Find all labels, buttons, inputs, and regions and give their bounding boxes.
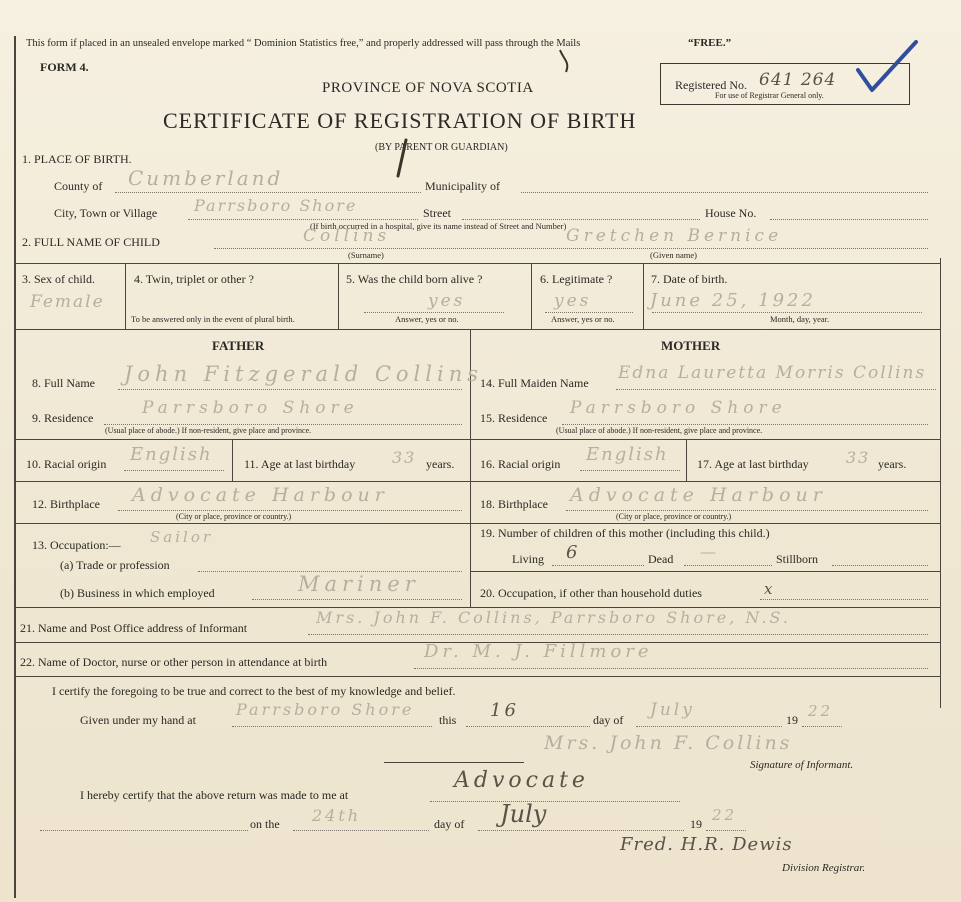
registrar-place-line (430, 801, 680, 802)
row-divider (14, 523, 470, 524)
doctor-value: Dr. M. J. Fillmore (424, 641, 653, 662)
row-divider (14, 439, 470, 440)
dob-caption: Month, day, year. (770, 314, 830, 324)
father-residence-line (104, 424, 462, 425)
father-racial-label: 10. Racial origin (26, 457, 107, 471)
county-label: County of (54, 179, 103, 193)
divider-rule (384, 762, 524, 763)
left-border (14, 36, 16, 898)
children-count-label: 19. Number of children of this mother (including this child.) (480, 526, 770, 540)
twin-label: 4. Twin, triplet or other ? (134, 272, 254, 286)
mother-birthplace-line (566, 510, 928, 511)
registered-value: 641 264 (759, 70, 837, 90)
father-heading: FATHER (212, 338, 265, 353)
registrar-signature: Fred. H.R. Dewis (620, 834, 793, 855)
mother-occupation-label: 20. Occupation, if other than household duties (480, 586, 702, 600)
province: PROVINCE OF NOVA SCOTIA (322, 80, 534, 96)
place-of-birth-heading: 1. PLACE OF BIRTH. (22, 152, 132, 166)
registrar-place-value: Advocate (454, 768, 589, 793)
father-age-value: 33 (392, 448, 417, 467)
row-divider (470, 523, 940, 524)
sex-value: Female (30, 292, 105, 312)
this-label: this (439, 713, 457, 727)
dead-line (684, 565, 772, 566)
father-birthplace-line (118, 510, 462, 511)
father-name-line (118, 389, 462, 390)
father-residence-note: (Usual place of abode.) If non-resident, give place and province. (105, 426, 312, 435)
living-label: Living (512, 552, 544, 566)
municipality-label: Municipality of (425, 179, 500, 193)
mother-name-label: 14. Full Maiden Name (480, 376, 589, 390)
sex-label: 3. Sex of child. (22, 272, 95, 286)
mother-racial-label: 16. Racial origin (480, 457, 561, 471)
father-birthplace-label: 12. Birthplace (32, 497, 100, 511)
registrar-statement: I hereby certify that the above return was made to me at (80, 788, 349, 802)
father-name-value: John Fitzgerald Collins (124, 362, 484, 386)
mother-occupation-value: x (764, 580, 773, 598)
informant-signature: Mrs. John F. Collins (544, 732, 793, 754)
father-racial-line (124, 470, 224, 471)
child-name-label: 2. FULL NAME OF CHILD (22, 235, 160, 249)
registrar-month-value: July (500, 800, 547, 828)
registrar-year-suffix: 22 (712, 806, 738, 824)
father-name-label: 8. Full Name (32, 376, 95, 390)
dead-value: — (700, 542, 719, 561)
dob-value: June 25, 1922 (650, 290, 816, 311)
hospital-note: (If birth occurred in a hospital, give its name instead of Street and Number) (310, 221, 567, 231)
mother-age-value: 33 (846, 448, 871, 467)
father-age-unit: years. (426, 457, 455, 471)
dead-label: Dead (648, 552, 674, 566)
registrar-note: For use of Registrar General only. (715, 91, 824, 100)
dob-label: 7. Date of birth. (651, 272, 728, 286)
row-divider (470, 439, 940, 440)
informant-value: Mrs. John F. Collins, Parrsboro Shore, N.S. (316, 608, 791, 627)
col-divider (338, 263, 339, 329)
father-birthplace-value: Advocate Harbour (132, 484, 389, 506)
registrar-day-line (293, 830, 429, 831)
father-residence-value: Parrsboro Shore (142, 398, 359, 418)
year-prefix: 19 (786, 713, 798, 727)
mother-birthplace-note: (City or place, province or country.) (616, 512, 732, 521)
mother-birthplace-value: Advocate Harbour (570, 484, 827, 506)
mother-residence-line (562, 424, 928, 425)
col-divider (686, 439, 687, 481)
house-label: House No. (705, 206, 757, 220)
father-birthplace-note: (City or place, province or country.) (176, 512, 292, 521)
alive-caption: Answer, yes or no. (395, 314, 459, 324)
father-racial-value: English (130, 444, 213, 465)
surname-caption: (Surname) (348, 250, 384, 260)
pencil-mark-icon (556, 46, 576, 76)
registrar-lead-line (40, 830, 248, 831)
doctor-label: 22. Name of Doctor, nurse or other person in attendance at birth (20, 655, 328, 669)
living-line (552, 565, 644, 566)
postal-free: “FREE.” (688, 37, 732, 49)
alive-label: 5. Was the child born alive ? (346, 272, 483, 286)
stillborn-line (832, 565, 928, 566)
certify-statement: I certify the foregoing to be true and correct to the best of my knowledge and belief. (52, 684, 456, 698)
col-divider (643, 263, 644, 329)
row-divider (470, 571, 940, 572)
city-label: City, Town or Village (54, 206, 158, 220)
row-divider (14, 676, 940, 677)
alive-value: yes (428, 291, 466, 311)
row-divider (14, 329, 940, 330)
legit-value: yes (554, 291, 592, 311)
county-value: Cumberland (128, 166, 284, 190)
col-divider (125, 263, 126, 329)
mother-age-label: 17. Age at last birthday (697, 457, 809, 471)
legit-line (545, 312, 633, 313)
day-line (466, 726, 590, 727)
doctor-line (414, 668, 928, 669)
child-surname-value: Collins (303, 226, 391, 246)
mother-occupation-line (760, 599, 928, 600)
city-line (188, 219, 418, 220)
right-border (940, 258, 941, 708)
father-age-label: 11. Age at last birthday (244, 457, 356, 471)
living-value: 6 (566, 542, 581, 563)
twin-note: To be answered only in the event of plural birth. (131, 314, 295, 324)
registrar-year-line (706, 830, 746, 831)
given-place-value: Parrsboro Shore (236, 700, 415, 719)
blue-checkmark-icon (852, 36, 924, 100)
day-of-label: day of (593, 713, 624, 727)
given-caption: (Given name) (650, 250, 697, 260)
business-label: (b) Business in which employed (60, 586, 215, 600)
ink-mark-icon (392, 136, 412, 180)
mother-name-line (616, 389, 936, 390)
registrar-year-prefix: 19 (690, 817, 702, 831)
father-occupation-value: Sailor (150, 528, 214, 546)
dob-line (652, 312, 922, 313)
year-suffix: 22 (808, 702, 834, 720)
mother-name-value: Edna Lauretta Morris Collins (618, 363, 927, 383)
year-line (802, 726, 842, 727)
informant-label: 21. Name and Post Office address of Informant (20, 621, 248, 635)
mother-age-unit: years. (878, 457, 907, 471)
child-name-line (214, 248, 928, 249)
mother-racial-value: English (586, 444, 669, 465)
given-label: Given under my hand at (80, 713, 196, 727)
legit-label: 6. Legitimate ? (540, 272, 613, 286)
mother-residence-label: 15. Residence (480, 411, 548, 425)
signature-caption: Signature of Informant. (750, 759, 854, 771)
street-line (462, 219, 700, 220)
row-divider (14, 481, 470, 482)
col-divider (531, 263, 532, 329)
postal-note: This form if placed in an unsealed envelope marked “ Dominion Statistics free,” and properly addressed will pass through the Mails (26, 38, 581, 49)
registrar-month-line (478, 830, 684, 831)
informant-line (308, 634, 928, 635)
stillborn-label: Stillborn (776, 552, 819, 566)
street-label: Street (423, 206, 451, 220)
trade-label: (a) Trade or profession (60, 558, 170, 572)
row-divider (470, 481, 940, 482)
father-residence-label: 9. Residence (32, 411, 94, 425)
mother-heading: MOTHER (661, 338, 721, 353)
page-subtitle: (BY PARENT OR GUARDIAN) (375, 142, 508, 153)
business-line (252, 599, 462, 600)
month-line (636, 726, 782, 727)
mother-racial-line (580, 470, 680, 471)
business-value: Mariner (298, 572, 420, 596)
registrar-day-value: 24th (312, 806, 362, 825)
row-divider (14, 263, 940, 264)
legit-caption: Answer, yes or no. (551, 314, 615, 324)
col-divider (232, 439, 233, 481)
municipality-line (521, 192, 928, 193)
mother-residence-value: Parrsboro Shore (570, 398, 787, 418)
registered-label: Registered No. (675, 78, 747, 92)
registrar-caption: Division Registrar. (782, 862, 866, 874)
registrar-day-of-label: day of (434, 817, 465, 831)
father-occupation-label: 13. Occupation:— (32, 538, 121, 552)
city-value: Parrsboro Shore (194, 196, 358, 215)
day-value: 16 (490, 700, 519, 721)
mother-residence-note: (Usual place of abode.) If non-resident, give place and province. (556, 426, 763, 435)
house-line (770, 219, 928, 220)
on-the-label: on the (250, 817, 280, 831)
page-title: CERTIFICATE OF REGISTRATION OF BIRTH (163, 108, 637, 133)
mother-birthplace-label: 18. Birthplace (480, 497, 548, 511)
form-number: FORM 4. (40, 60, 89, 74)
given-place-line (232, 726, 432, 727)
county-line (115, 192, 421, 193)
month-value: July (650, 700, 695, 720)
alive-line (364, 312, 504, 313)
child-given-value: Gretchen Bernice (566, 226, 783, 246)
